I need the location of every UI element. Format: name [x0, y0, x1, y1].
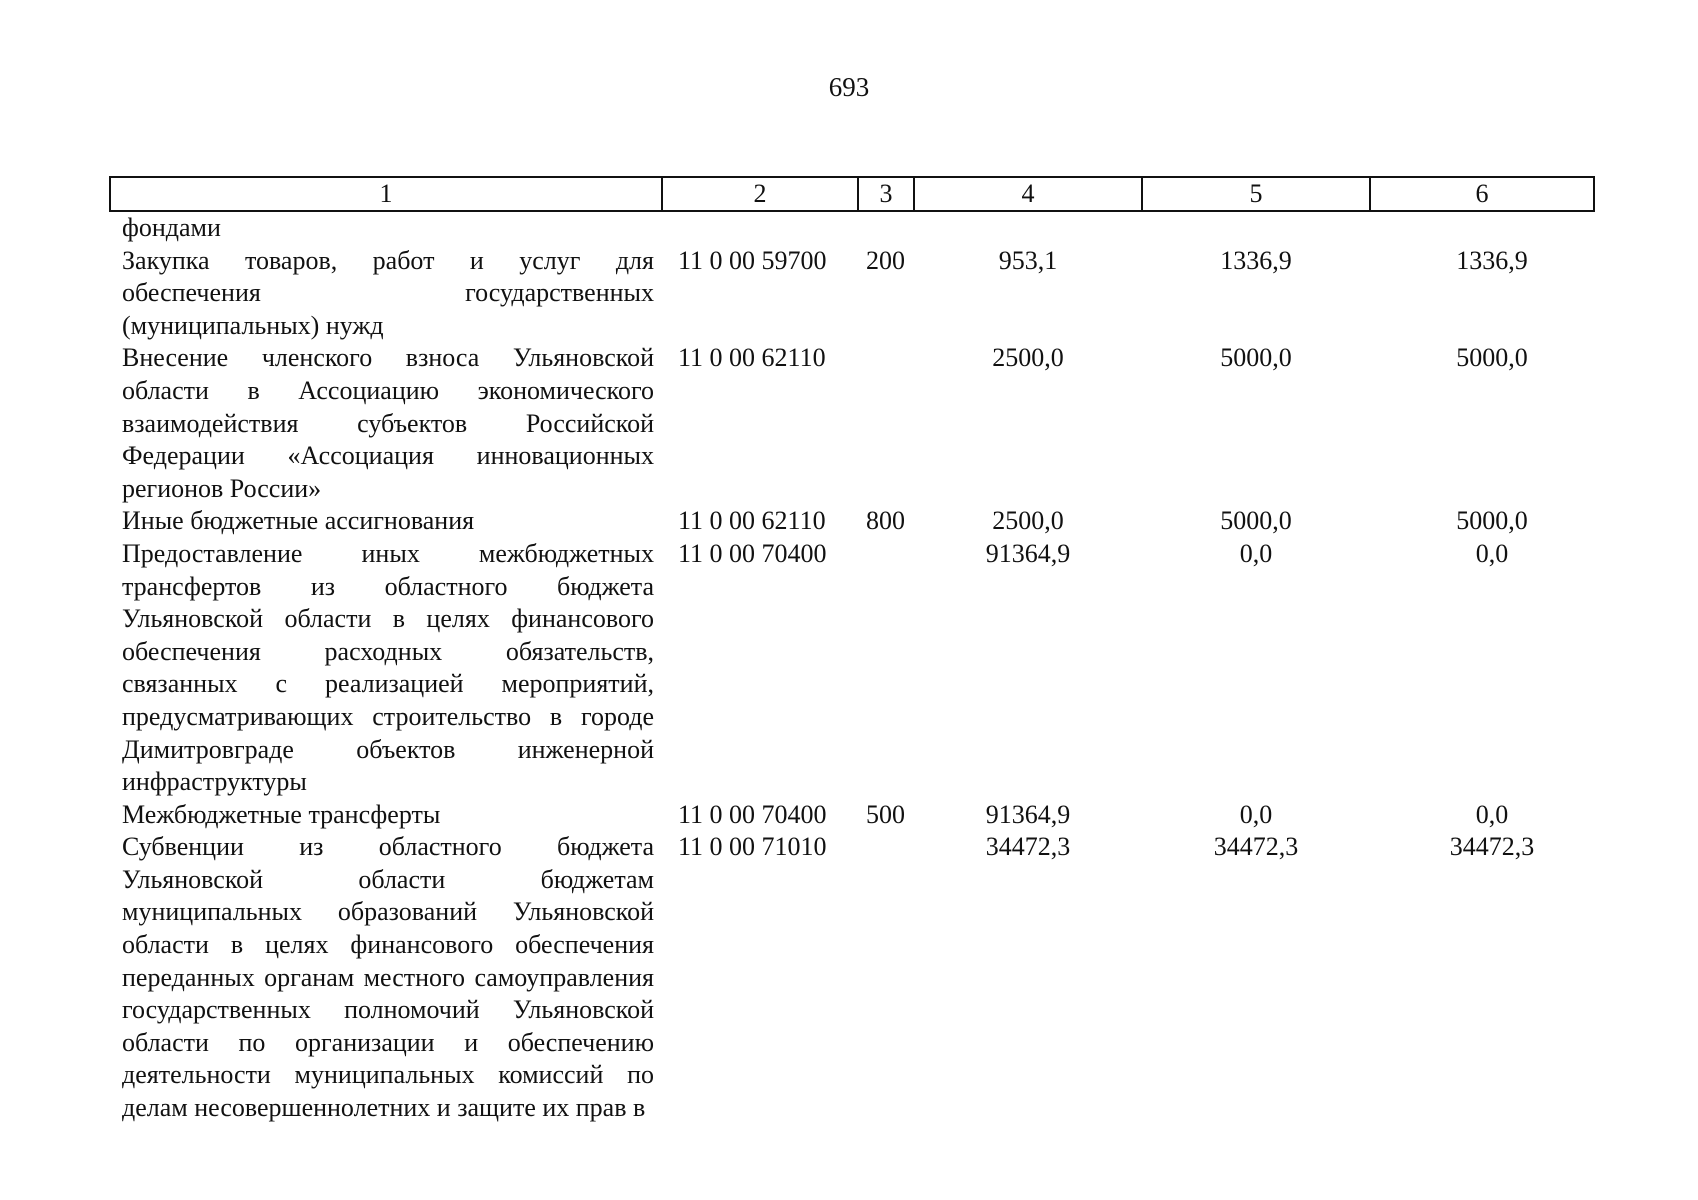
row-code: 11 0 00 70400 — [678, 538, 827, 568]
row-code: 11 0 00 62110 — [678, 506, 826, 536]
row-value-5 — [1142, 211, 1370, 245]
row-value-5: 1336,9 — [1220, 245, 1292, 275]
header-row — [110, 177, 1594, 211]
table-row — [110, 538, 1594, 799]
header-col-2: 2 — [662, 177, 858, 211]
row-description: Внесение членского взноса Ульяновской области в Ассоциацию экономического взаимодействия субъектов Российской Федерации «Ассоциация инновационных регионов России» — [122, 343, 654, 503]
row-value-5: 5000,0 — [1220, 343, 1292, 373]
row-value-6: 5000,0 — [1456, 343, 1528, 373]
row-type — [858, 831, 914, 1124]
row-value-4 — [914, 211, 1142, 245]
row-code: 11 0 00 62110 — [678, 343, 826, 373]
row-value-5: 5000,0 — [1220, 506, 1292, 536]
header-col-3: 3 — [858, 177, 914, 211]
row-value-4: 34472,3 — [985, 832, 1071, 862]
row-code — [662, 211, 858, 245]
row-type: 200 — [866, 245, 905, 275]
row-value-4: 2500,0 — [992, 506, 1064, 536]
row-value-4: 953,1 — [998, 245, 1058, 275]
row-value-5: 0,0 — [1239, 799, 1273, 829]
row-value-6: 0,0 — [1475, 799, 1509, 829]
row-type: 800 — [866, 506, 905, 536]
table-row — [110, 831, 1594, 1124]
header-col-4: 4 — [914, 177, 1142, 211]
row-type — [858, 342, 914, 505]
row-value-6: 34472,3 — [1449, 832, 1535, 862]
row-value-5: 0,0 — [1239, 538, 1273, 568]
row-description: Иные бюджетные ассигнования — [122, 506, 475, 536]
table-row — [110, 342, 1594, 505]
row-description: Межбюджетные трансферты — [122, 799, 441, 829]
header-col-6: 6 — [1370, 177, 1594, 211]
row-description: Закупка товаров, работ и услуг для обеспечения государственных (муниципальных) нужд — [122, 245, 654, 340]
table-row — [110, 799, 1594, 832]
row-type — [858, 211, 914, 245]
row-code: 11 0 00 71010 — [678, 832, 827, 862]
row-code: 11 0 00 59700 — [678, 245, 827, 275]
row-value-4: 2500,0 — [992, 343, 1064, 373]
row-description: фондами — [122, 213, 221, 242]
row-value-5: 34472,3 — [1213, 832, 1299, 862]
budget-table — [109, 176, 1595, 1125]
row-description: Субвенции из областного бюджета Ульяновской области бюджетам муниципальных образований Ульяновской области в целях финансового обеспечения переданных органам местного самоуправления государственных полномочий Ульяновской области по организации и обеспечению деятельности муниципальных комиссий по делам несовершеннолетних и защите их прав в — [122, 832, 654, 1123]
row-value-6: 1336,9 — [1456, 245, 1528, 275]
header-col-5: 5 — [1142, 177, 1370, 211]
page-number: 693 — [828, 72, 870, 102]
table-row — [110, 211, 1594, 245]
row-value-6: 0,0 — [1475, 538, 1509, 568]
row-type: 500 — [866, 799, 905, 829]
row-type — [858, 538, 914, 799]
row-value-6: 5000,0 — [1456, 506, 1528, 536]
row-code: 11 0 00 70400 — [678, 799, 827, 829]
table-row — [110, 245, 1594, 343]
header-col-1: 1 — [110, 177, 662, 211]
row-description: Предоставление иных межбюджетных трансфертов из областного бюджета Ульяновской области в целях финансового обеспечения расходных обязательств, связанных с реализацией мероприятий, предусматривающих строительство в городе Димитровграде объектов инженерной инфраструктуры — [122, 538, 654, 797]
row-value-4: 91364,9 — [985, 538, 1071, 568]
table-row — [110, 505, 1594, 538]
row-value-6 — [1370, 211, 1594, 245]
row-value-4: 91364,9 — [985, 799, 1071, 829]
